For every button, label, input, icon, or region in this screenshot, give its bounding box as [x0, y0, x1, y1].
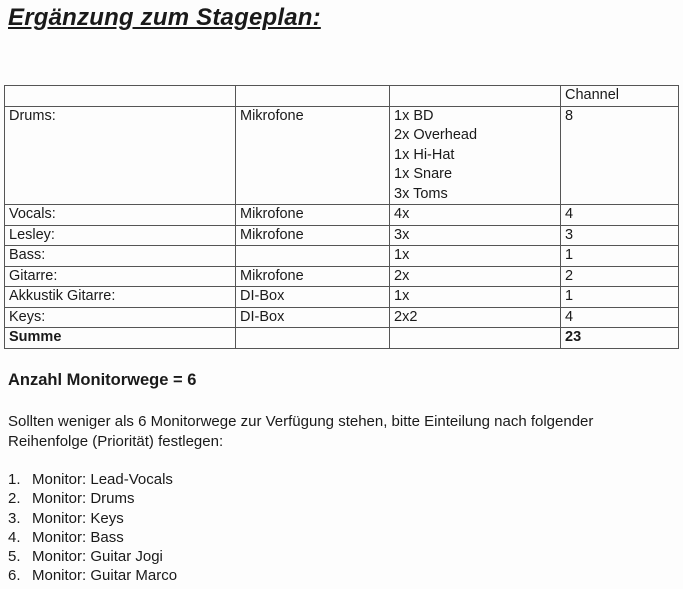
- type-cell: Mikrofone: [236, 106, 390, 205]
- instrument-cell: Keys:: [5, 307, 236, 328]
- header-cell-channel: Channel: [561, 86, 679, 107]
- instrument-cell: Lesley:: [5, 225, 236, 246]
- detail-line: 1x: [394, 288, 410, 304]
- detail-line: 2x2: [394, 308, 418, 325]
- priority-text: Monitor: Drums: [32, 490, 135, 508]
- table-row: [5, 287, 679, 308]
- detail-line: 1x Snare: [394, 166, 453, 182]
- total-row: [5, 328, 679, 349]
- priority-text: Monitor: Guitar Jogi: [32, 548, 163, 566]
- table-row: [5, 266, 679, 287]
- type-cell: DI-Box: [236, 307, 390, 328]
- page-title: Ergänzung zum Stageplan:: [8, 4, 321, 31]
- detail-line: 2x: [394, 267, 410, 284]
- instrument-cell: Drums:: [5, 106, 236, 205]
- priority-number: 3.: [8, 509, 21, 527]
- empty-cell: [390, 328, 561, 349]
- total-label: Summe: [5, 328, 236, 349]
- channel-cell: 1: [561, 287, 679, 308]
- header-cell: [390, 86, 561, 107]
- instrument-cell: Akkustik Gitarre:: [5, 287, 236, 308]
- priority-number: 5.: [8, 548, 21, 566]
- priority-item: [8, 528, 177, 547]
- channel-cell: 3: [561, 225, 679, 246]
- priority-text: Monitor: Lead-Vocals: [32, 471, 173, 488]
- priority-text: Monitor: Keys: [32, 509, 124, 527]
- priority-item: [8, 547, 177, 566]
- detail-line: 1x BD: [394, 107, 434, 124]
- channel-cell: 8: [561, 106, 679, 205]
- channel-cell: 4: [561, 307, 679, 328]
- details-cell: [390, 266, 561, 287]
- type-cell: Mikrofone: [236, 266, 390, 287]
- empty-cell: [236, 328, 390, 349]
- header-cell: [5, 86, 236, 107]
- table-row: [5, 106, 679, 205]
- type-cell: Mikrofone: [236, 225, 390, 246]
- type-cell: DI-Box: [236, 287, 390, 308]
- table-row: [5, 205, 679, 226]
- priority-list: [8, 470, 177, 586]
- header-cell: [236, 86, 390, 107]
- priority-item: [8, 489, 177, 508]
- channel-cell: 2: [561, 266, 679, 287]
- detail-line: 3x Toms: [394, 185, 448, 202]
- stageplan-table: [4, 85, 679, 349]
- table-row: [5, 246, 679, 267]
- priority-text: Monitor: Bass: [32, 528, 124, 546]
- priority-number: 4.: [8, 528, 21, 546]
- priority-item: [8, 470, 177, 489]
- details-cell: [390, 307, 561, 328]
- instrument-cell: Gitarre:: [5, 266, 236, 287]
- priority-item: [8, 566, 177, 585]
- details-cell: [390, 106, 561, 205]
- detail-line: 3x: [394, 226, 410, 243]
- monitor-heading: Anzahl Monitorwege = 6: [8, 371, 197, 389]
- priority-text: Monitor: Guitar Marco: [32, 567, 178, 585]
- table-header-row: [5, 86, 679, 107]
- table-row: [5, 307, 679, 328]
- total-value: 23: [561, 328, 679, 349]
- instrument-cell: Bass:: [5, 246, 236, 267]
- detail-line: 1x: [394, 247, 410, 263]
- type-cell: [236, 246, 390, 267]
- priority-item: [8, 509, 177, 528]
- details-cell: [390, 225, 561, 246]
- type-cell: Mikrofone: [236, 205, 390, 226]
- priority-number: 1.: [8, 471, 21, 488]
- detail-line: 2x Overhead: [394, 127, 478, 143]
- details-cell: [390, 287, 561, 308]
- detail-line: 1x Hi-Hat: [394, 146, 455, 163]
- channel-cell: 1: [561, 246, 679, 267]
- priority-number: 2.: [8, 490, 21, 508]
- channel-cell: 4: [561, 205, 679, 226]
- instruction-paragraph: Sollten weniger als 6 Monitorwege zur Verfügung stehen, bitte Einteilung nach folgender Reihenfolge (Priorität) festlegen:: [8, 413, 594, 450]
- table-row: [5, 225, 679, 246]
- detail-line: 4x: [394, 206, 410, 222]
- details-cell: [390, 205, 561, 226]
- details-cell: [390, 246, 561, 267]
- priority-number: 6.: [8, 567, 21, 585]
- instrument-cell: Vocals:: [5, 205, 236, 226]
